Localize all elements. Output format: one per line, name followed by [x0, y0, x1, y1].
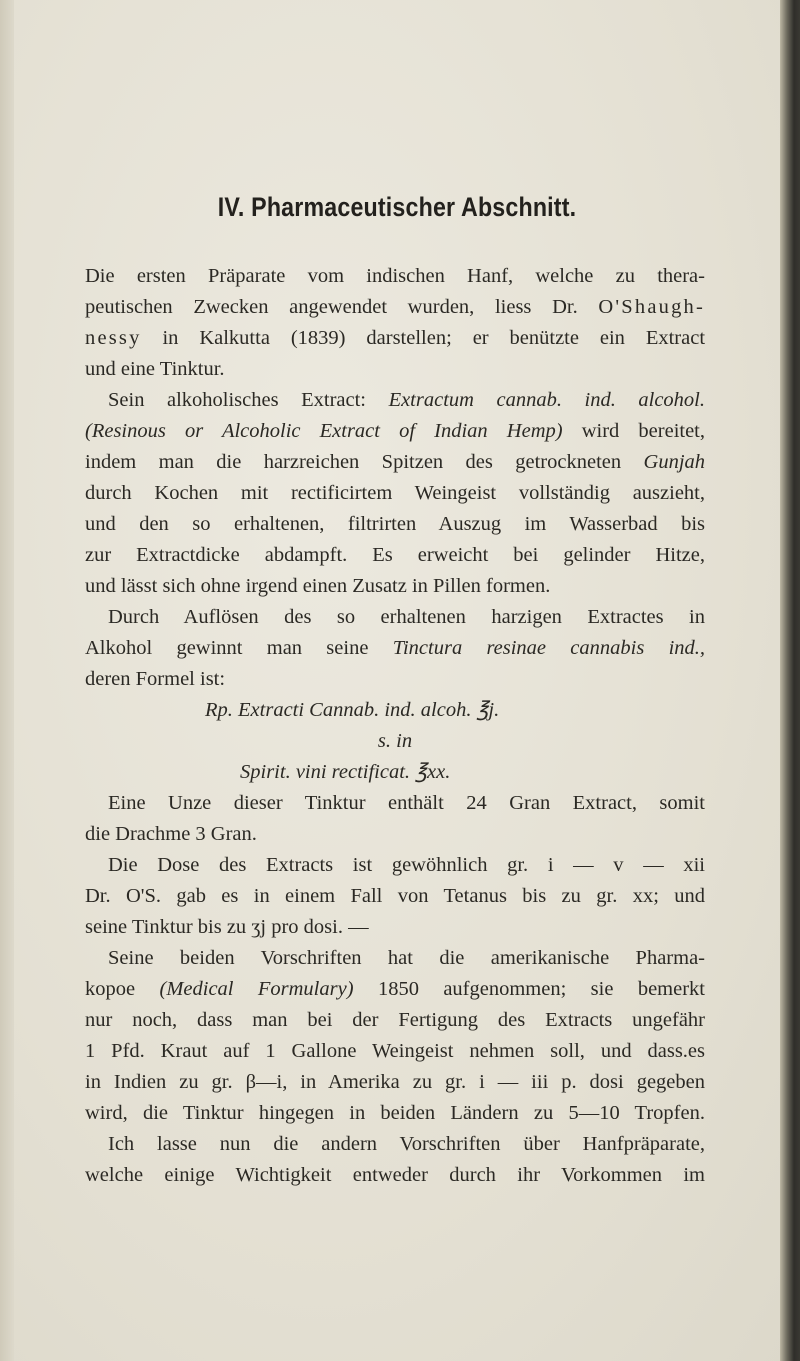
text-line-28: wird, die Tinktur hingegen in beiden Ländern zu 5—10 Tropfen.	[85, 1102, 705, 1124]
line-24-text-a: kopoe	[85, 978, 136, 1000]
recipe-line-1: Rp. Extracti Cannab. ind. alcoh. ℥j.	[205, 699, 500, 721]
section-heading: IV. Pharmaceutischer Abschnitt.	[217, 192, 577, 222]
text-line-12: Durch Auflösen des so erhaltenen harzigen Extractes in	[108, 606, 705, 628]
text-line-10: zur Extractdicke abdampft. Es erweicht bei gelinder Hitze,	[85, 544, 705, 566]
text-line-23: Seine beiden Vorschriften hat die amerikanische Pharma-	[108, 947, 705, 969]
text-line-27: in Indien zu gr. β—i, in Amerika zu gr. i — iii p. dosi gegeben	[85, 1071, 705, 1093]
author-name-part-1: O'Shaugh-	[598, 296, 705, 318]
recipe-line-2: s. in	[377, 730, 413, 752]
medical-formulary-title: (Medical Formulary)	[159, 978, 354, 1000]
text-line-18: Eine Unze dieser Tinktur enthält 24 Gran Extract, somit	[108, 792, 705, 814]
text-line-21: Dr. O'S. gab es in einem Fall von Tetanus bis zu gr. xx; und	[85, 885, 705, 907]
recipe-line-3: Spirit. vini rectificat. ℥xx.	[240, 761, 451, 783]
page-edge-right	[780, 0, 800, 1361]
text-line-4: und eine Tinktur.	[85, 358, 225, 380]
text-line-8: durch Kochen mit rectificirtem Weingeist vollständig auszieht,	[85, 482, 705, 504]
line-3-text: in Kalkutta (1839) darstellen; er benützte ein Extract	[162, 327, 706, 349]
line-2-text: peutischen Zwecken angewendet wurden, liess Dr.	[85, 296, 578, 318]
gunjah-term: Gunjah	[643, 451, 706, 473]
text-line-9: und den so erhaltenen, filtrirten Auszug im Wasserbad bis	[85, 513, 705, 535]
text-line-3	[85, 323, 705, 353]
line-6-text: wird bereitet,	[581, 420, 706, 442]
text-line-29: Ich lasse nun die andern Vorschriften über Hanfpräparate,	[108, 1133, 705, 1155]
text-line-11: und lässt sich ohne irgend einen Zusatz in Pillen formen.	[85, 575, 551, 597]
english-preparation-name: (Resinous or Alcoholic Extract of Indian Hemp)	[85, 420, 563, 442]
text-line-19: die Drachme 3 Gran.	[85, 823, 257, 845]
line-5-text: Sein alkoholisches Extract:	[108, 389, 367, 411]
line-7-text: indem man die harzreichen Spitzen des getrockneten	[85, 451, 622, 473]
text-line-5	[108, 385, 705, 415]
latin-preparation-name: Extractum cannab. ind. alcohol.	[388, 389, 705, 411]
text-line-13	[85, 633, 705, 663]
author-name-part-2: nessy	[85, 327, 142, 349]
line-13-text: Alkohol gewinnt man seine	[85, 637, 369, 659]
line-24-text-b: 1850 aufgenommen; sie bemerkt	[377, 978, 705, 1000]
tinctura-name: Tinctura resinae cannabis ind.,	[392, 637, 706, 659]
text-line-26: 1 Pfd. Kraut auf 1 Gallone Weingeist nehmen soll, und dass.es	[85, 1040, 705, 1062]
text-line-2	[85, 292, 705, 322]
text-line-20: Die Dose des Extracts ist gewöhnlich gr. i — v — xii	[108, 854, 705, 876]
text-line-25: nur noch, dass man bei der Fertigung des Extracts ungefähr	[85, 1009, 705, 1031]
text-line-14: deren Formel ist:	[85, 668, 226, 690]
text-line-22: seine Tinktur bis zu ʒj pro dosi. —	[85, 916, 369, 938]
page-gutter-left	[0, 0, 14, 1361]
text-line-7	[85, 447, 705, 477]
text-line-6	[85, 416, 705, 446]
text-line-1: Die ersten Präparate vom indischen Hanf, welche zu thera-	[85, 265, 705, 287]
text-line-24	[85, 974, 705, 1004]
text-line-30: welche einige Wichtigkeit entweder durch ihr Vorkommen im	[85, 1164, 705, 1186]
